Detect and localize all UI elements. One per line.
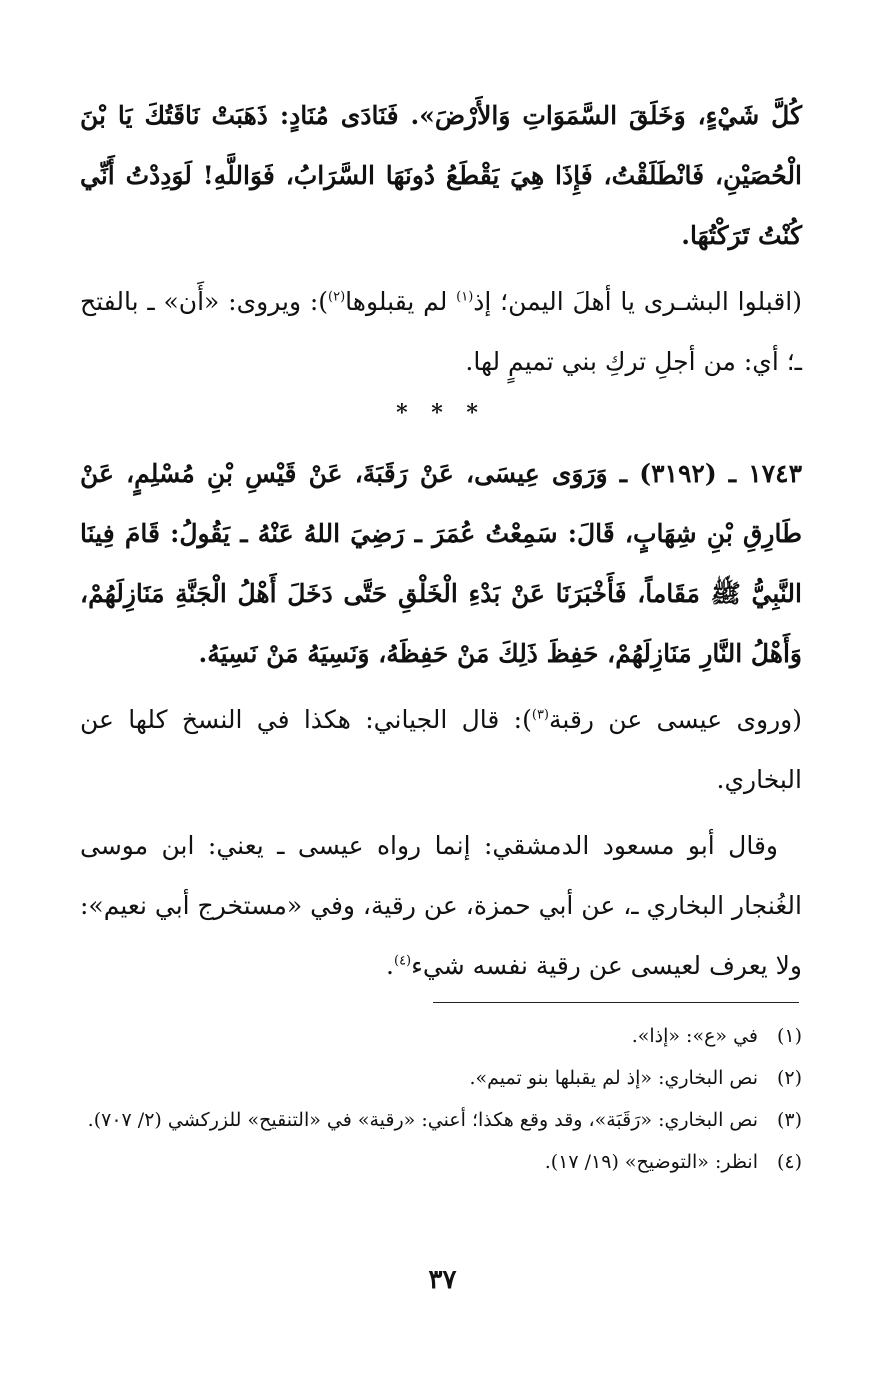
footnote-text: نص البخاري: «إذ لم يقبلها بنو تميم».: [469, 1067, 758, 1089]
footnote-item: [80, 1060, 802, 1096]
commentary-1-text-c: ): ويروى: «أَن» ـ بالفتح ـ؛ أي: من أجلِ تركِ بني تميمٍ لها.: [80, 287, 802, 376]
page-body: [80, 86, 802, 996]
footnote-number: (٢): [776, 1067, 802, 1089]
section-separator: * * *: [396, 400, 486, 426]
page-number: ٣٧: [428, 1265, 457, 1295]
commentary-2-text-b: ): قال الجياني: هكذا في النسخ كلها عن البخاري.: [80, 705, 802, 794]
commentary-3-text-b: .: [386, 951, 394, 980]
commentary-3-text-a: وقال أبو مسعود الدمشقي: إنما رواه عيسى ـ يعني: ابن موسى الغُنجار البخاري ـ، عن أبي حمزة، عن رقية، وفي «مستخرج أبي نعيم»: ولا يعرف لعيسى عن رقية نفسه شيء: [80, 831, 802, 980]
footnote-divider: [433, 1002, 799, 1003]
hadith-text: ـ وَرَوَى عِيسَى، عَنْ رَقَبَةَ، عَنْ قَيْسِ بْنِ مُسْلِمٍ، عَنْ طَارِقِ بْنِ شِهَابٍ، قَالَ: سَمِعْتُ عُمَرَ ـ رَضِيَ اللهُ عَنْهُ ـ يَقُولُ: قَامَ فِينَا النَّبِيُّ ﷺ مَقَاماً، فَأَخْبَرَنَا عَنْ بَدْءِ الْخَلْقِ حَتَّى دَخَلَ أَهْلُ الْجَنَّةِ مَنَازِلَهُمْ، وَأَهْلُ النَّارِ مَنَازِلَهُمْ، حَفِظَ ذَلِكَ مَنْ حَفِظَهُ، وَنَسِيَهُ مَنْ نَسِيَهُ.: [80, 459, 802, 668]
footnote-text: انظر: «التوضيح» (١٩/ ١٧).: [544, 1151, 758, 1173]
footnote-item: [80, 1144, 802, 1180]
commentary-paragraph-1: [80, 272, 802, 392]
footnote-item: [80, 1102, 802, 1138]
footnote-number: (٤): [776, 1151, 802, 1173]
commentary-1-text-b: لم يقبلوها: [345, 287, 457, 316]
commentary-2-text-a: (وروى عيسى عن رقبة: [549, 705, 803, 734]
footnotes-section: [80, 1018, 802, 1186]
footnote-ref-4[interactable]: (٤): [393, 953, 412, 969]
commentary-1-text-a: (اقبلوا البشـرى يا أهلَ اليمن؛ إذ: [473, 287, 802, 316]
footnote-item: [80, 1018, 802, 1054]
footnote-text: في «ع»: «إذا».: [631, 1025, 758, 1047]
hadith-paragraph: [80, 444, 802, 684]
hadith-number: ١٧٤٣ ـ (٣١٩٢): [639, 459, 802, 488]
footnote-text: نص البخاري: «رَقَبَة»، وقد وقع هكذا؛ أعني: «رقية» في «التنقيح» للزركشي (٢/ ٧٠٧).: [87, 1109, 758, 1131]
footnote-ref-2[interactable]: (٢): [328, 289, 346, 305]
commentary-paragraph-3: [80, 816, 802, 996]
hadith-continuation-paragraph: كُلَّ شَيْءٍ، وَخَلَقَ السَّمَوَاتِ وَالأَرْضَ». فَنَادَى مُنَادٍ: ذَهَبَتْ نَاقَتُكَ يَا بْنَ الْحُصَيْنِ، فَانْطَلَقْتُ، فَإِذَا هِيَ يَقْطَعُ دُونَهَا السَّرَابُ، فَوَاللَّهِ! لَوَدِدْتُ أَنِّي كُنْتُ تَرَكْتُهَا.: [80, 101, 802, 250]
footnote-number: (٣): [776, 1109, 802, 1131]
footnote-number: (١): [776, 1025, 802, 1047]
footnote-ref-3[interactable]: (٣): [531, 707, 549, 723]
commentary-paragraph-2: [80, 690, 802, 810]
footnote-ref-1[interactable]: (١): [456, 289, 474, 305]
